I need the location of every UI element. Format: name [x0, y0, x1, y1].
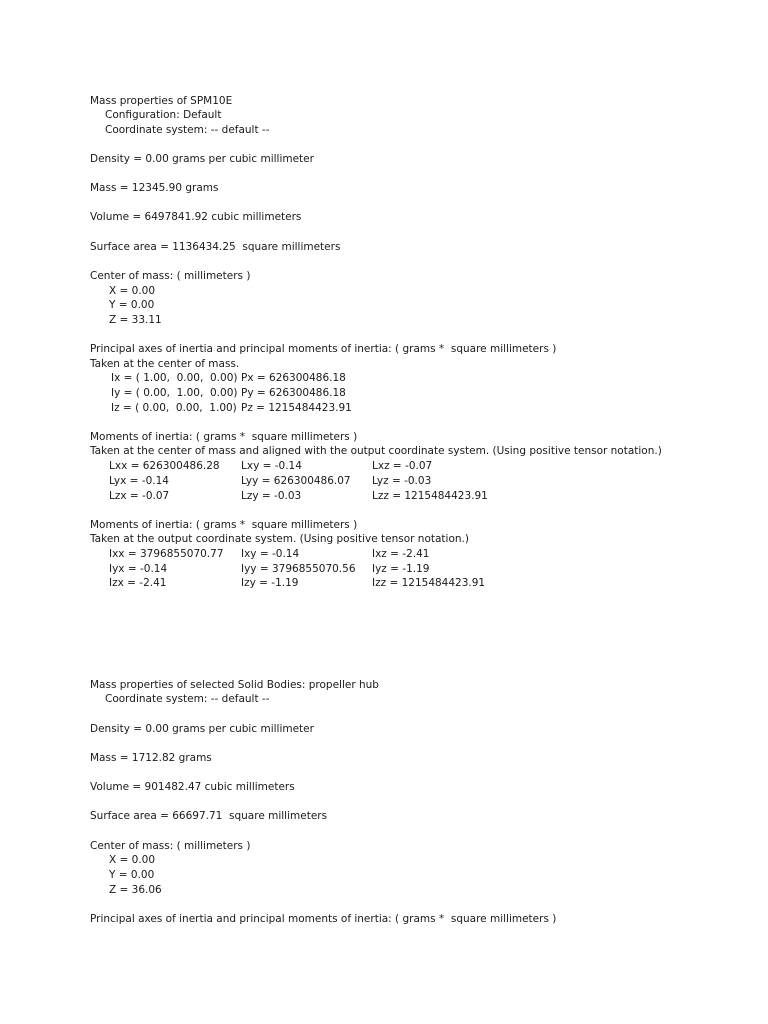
section1-volume: Volume = 6497841.92 cubic millimeters — [90, 211, 302, 223]
section1-moments-com-heading: Moments of inertia: ( grams * square millimeters ) — [90, 431, 358, 443]
moment-izy: Izy = -1.19 — [241, 577, 299, 589]
section2-com-y: Y = 0.00 — [109, 869, 155, 881]
moment-iyy: Iyy = 3796855070.56 — [241, 563, 356, 575]
moment-ixy: Ixy = -0.14 — [241, 548, 300, 560]
section2-principal-heading: Principal axes of inertia and principal moments of inertia: ( grams * square millimeters ) — [90, 913, 557, 925]
moment-lyx: Lyx = -0.14 — [109, 475, 169, 487]
section1-principal-taken-at: Taken at the center of mass. — [90, 358, 240, 370]
section2-volume: Volume = 901482.47 cubic millimeters — [90, 781, 295, 793]
moment-lyy: Lyy = 626300486.07 — [241, 475, 351, 487]
moment-lxy: Lxy = -0.14 — [241, 460, 302, 472]
moment-lzy: Lzy = -0.03 — [241, 490, 302, 502]
section1-moments-com-taken-at: Taken at the center of mass and aligned with the output coordinate system. (Using positive tensor notation.) — [90, 445, 662, 457]
moment-iyx: Iyx = -0.14 — [109, 563, 168, 575]
moment-lxz: Lxz = -0.07 — [372, 460, 433, 472]
section1-center-of-mass-heading: Center of mass: ( millimeters ) — [90, 270, 251, 282]
moment-ixz: Ixz = -2.41 — [372, 548, 430, 560]
section1-com-y: Y = 0.00 — [109, 299, 155, 311]
principal-moment-px: Px = 626300486.18 — [241, 372, 346, 384]
section1-title: Mass properties of SPM10E — [90, 95, 233, 107]
section2-title: Mass properties of selected Solid Bodies: propeller hub — [90, 679, 379, 691]
section2-density: Density = 0.00 grams per cubic millimeter — [90, 723, 314, 735]
section2-surface-area: Surface area = 66697.71 square millimeters — [90, 810, 328, 822]
section1-mass: Mass = 12345.90 grams — [90, 182, 219, 194]
section1-surface-area: Surface area = 1136434.25 square millimeters — [90, 241, 341, 253]
section2-center-of-mass-heading: Center of mass: ( millimeters ) — [90, 840, 251, 852]
section2-coordinate-system: Coordinate system: -- default -- — [105, 693, 270, 705]
moment-ixx: Ixx = 3796855070.77 — [109, 548, 224, 560]
moment-lzz: Lzz = 1215484423.91 — [372, 490, 488, 502]
section2-com-z: Z = 36.06 — [109, 884, 162, 896]
section1-moments-output-taken-at: Taken at the output coordinate system. (Using positive tensor notation.) — [90, 533, 469, 545]
moment-lxx: Lxx = 626300486.28 — [109, 460, 220, 472]
section1-density: Density = 0.00 grams per cubic millimeter — [90, 153, 314, 165]
section1-principal-heading: Principal axes of inertia and principal moments of inertia: ( grams * square millimeters ) — [90, 343, 557, 355]
principal-moment-pz: Pz = 1215484423.91 — [241, 402, 352, 414]
section1-com-z: Z = 33.11 — [109, 314, 162, 326]
section1-com-x: X = 0.00 — [109, 285, 156, 297]
moment-lzx: Lzx = -0.07 — [109, 490, 170, 502]
section2-mass: Mass = 1712.82 grams — [90, 752, 212, 764]
principal-axis-iy: Iy = ( 0.00, 1.00, 0.00) — [111, 387, 238, 399]
section1-moments-output-heading: Moments of inertia: ( grams * square millimeters ) — [90, 519, 358, 531]
principal-axis-ix: Ix = ( 1.00, 0.00, 0.00) — [111, 372, 238, 384]
section1-configuration: Configuration: Default — [105, 109, 222, 121]
principal-moment-py: Py = 626300486.18 — [241, 387, 346, 399]
section2-com-x: X = 0.00 — [109, 854, 156, 866]
section1-coordinate-system: Coordinate system: -- default -- — [105, 124, 270, 136]
moment-izz: Izz = 1215484423.91 — [372, 577, 486, 589]
moment-iyz: Iyz = -1.19 — [372, 563, 430, 575]
principal-axis-iz: Iz = ( 0.00, 0.00, 1.00) — [111, 402, 237, 414]
moment-izx: Izx = -2.41 — [109, 577, 167, 589]
moment-lyz: Lyz = -0.03 — [372, 475, 432, 487]
